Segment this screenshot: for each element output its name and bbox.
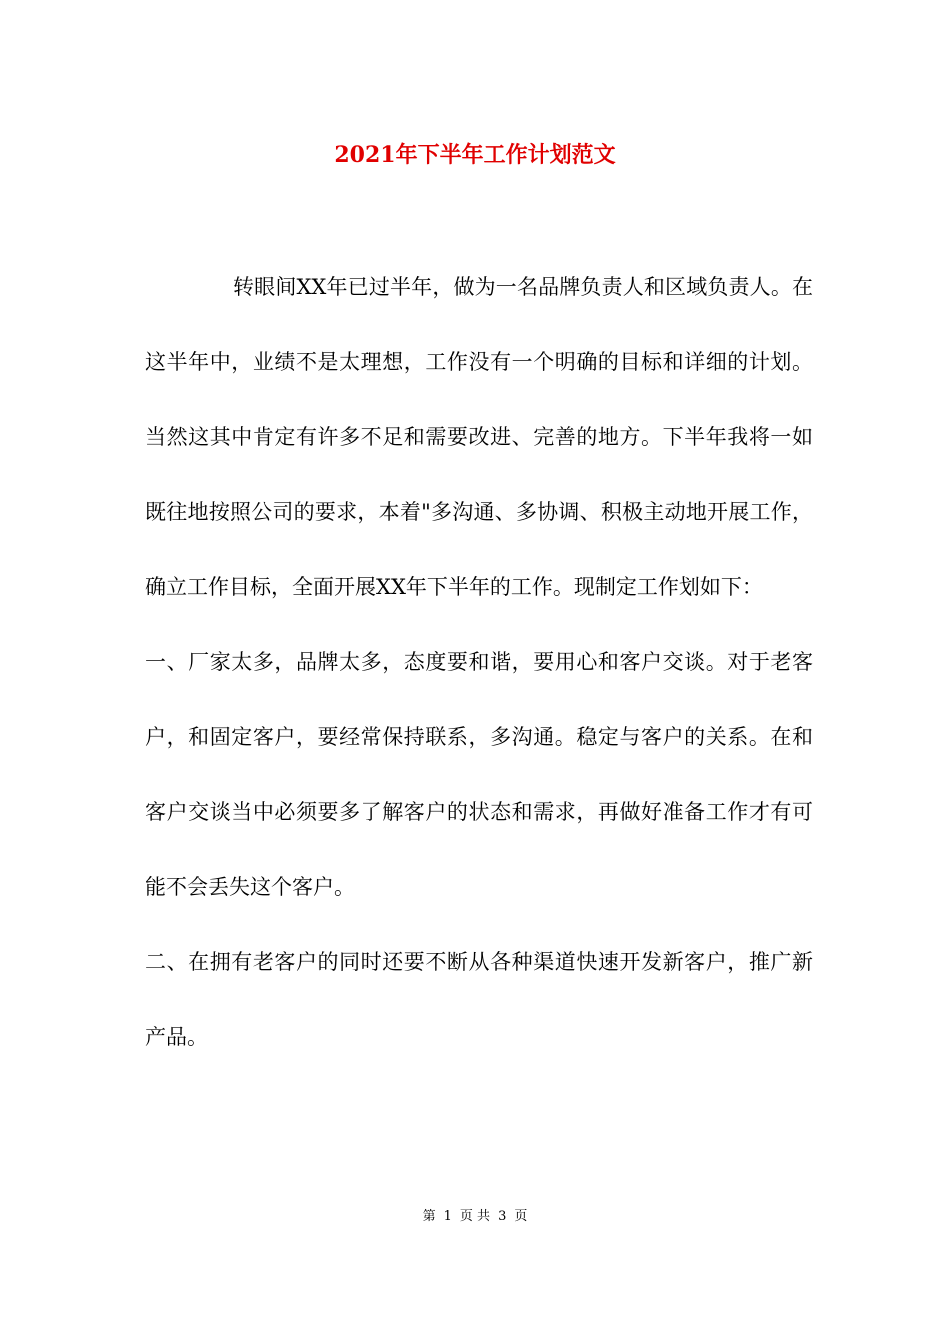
footer-total-pages: 3 [498,1209,507,1224]
document-title: 2021年下半年工作计划范文 [334,142,616,168]
paragraph-intro: 转眼间XX年已过半年，做为一名品牌负责人和区域负责人。在这半年中，业绩不是太理想，工作没有一个明确的目标和详细的计划。当然这其中肯定有许多不足和需要改进、完善的地方。下半年我将一如既往地按照公司的要求，本着"多沟通、多协调、积极主动地开展工作，确立工作目标，全面开展XX年下半年的工作。现制定工作划如下： [145,275,813,599]
paragraph-item-2: 二、在拥有老客户的同时还要不断从各种渠道快速开发新客户，推广新产品。 [145,950,813,1049]
footer-prefix: 第 [422,1209,436,1224]
paragraph-item-1: 一、厂家太多，品牌太多，态度要和谐，要用心和客户交谈。对于老客户，和固定客户，要经常保持联系，多沟通。稳定与客户的关系。在和客户交谈当中必须要多了解客户的状态和需求，再做好准备工作才有可能不会丢失这个客户。 [145,650,813,899]
document-body [145,250,813,1075]
footer-current-page: 1 [443,1209,452,1224]
footer-suffix: 页 [514,1209,528,1224]
footer-mid: 页 共 [459,1209,491,1224]
page-footer [0,1207,950,1227]
